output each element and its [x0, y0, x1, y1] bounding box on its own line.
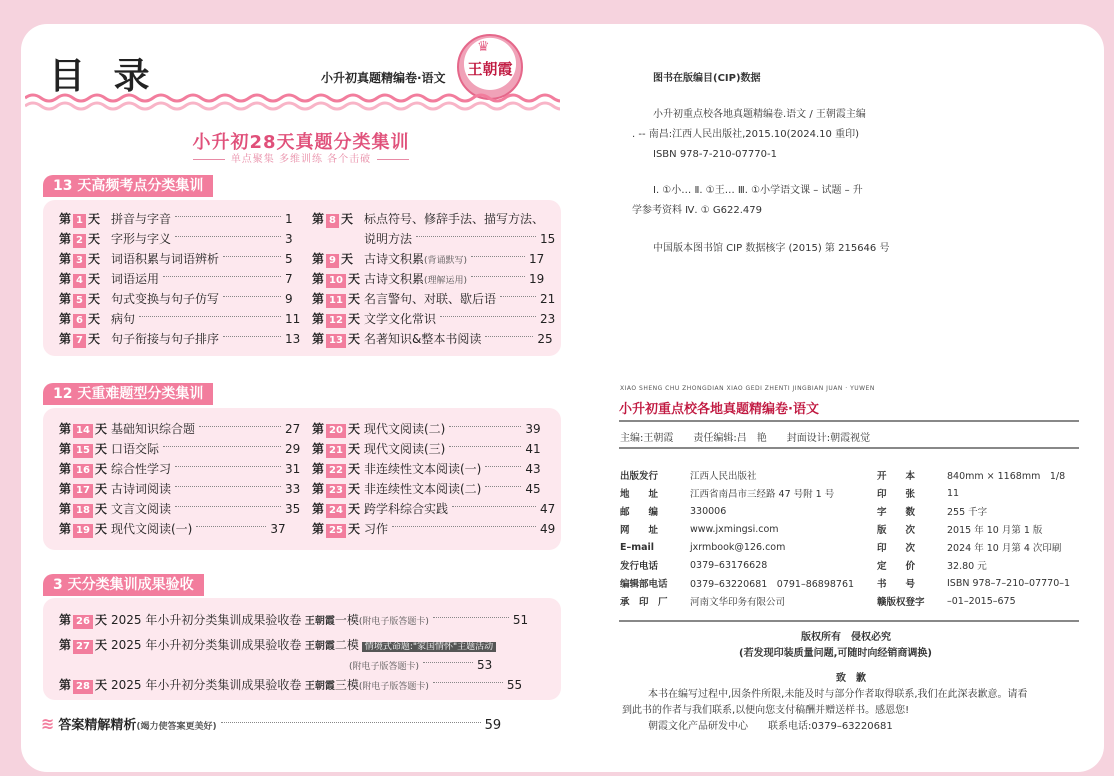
brand-mark: 王朝霞 [301, 641, 335, 652]
thanks-head: 致 歉 [836, 673, 866, 684]
leader-dots [175, 236, 281, 237]
brand-mark: 王朝霞 [301, 616, 335, 627]
editors: 主编:王朝霞 责任编辑:吕 艳 封面设计:朝霞视觉 [620, 433, 871, 444]
pub-value: 0379–63176628 [690, 559, 768, 571]
pub-key: 赣版权登字 [877, 597, 925, 608]
day-number: 2 [73, 234, 86, 248]
leader-dots [175, 466, 281, 467]
crown-icon: ♛ [477, 39, 490, 55]
day-label: 第 23 天 [312, 482, 360, 496]
day-label: 第 15 天 [59, 442, 107, 456]
wave-icon: ≋ [41, 714, 55, 733]
toc-label: 说明方法 [364, 232, 413, 246]
divider [619, 420, 1079, 422]
toc-row[interactable] [59, 519, 286, 539]
page-number: 35 [285, 502, 301, 516]
wave-divider [25, 92, 560, 114]
pub-row [877, 574, 1070, 592]
toc-note: (理解运用) [424, 276, 468, 286]
rights-note: (若发现印装质量问题,可随时向经销商调换) [739, 648, 932, 659]
toc-row[interactable] [59, 459, 300, 479]
toc-label: 文言文阅读 [111, 502, 172, 516]
page-number: 45 [525, 482, 541, 496]
cip-line: ISBN 978-7-210-07770-1 [653, 149, 777, 160]
pub-key: 字 数 [877, 507, 916, 518]
day-number: 8 [326, 214, 339, 228]
logo-text: 王朝霞 [467, 60, 513, 78]
pub-value: 2015 年 10 月第 1 版 [947, 525, 1043, 536]
day-number: 12 [326, 314, 346, 328]
day-number: 7 [73, 334, 86, 348]
page-number: 15 [540, 232, 556, 246]
pub-key: 邮 编 [620, 507, 659, 518]
section-3-title: 3 天分类集训成果验收 [43, 574, 204, 596]
divider [619, 620, 1079, 622]
leader-dots [452, 506, 536, 507]
answer-entry[interactable] [41, 714, 501, 733]
page-number: 37 [270, 522, 286, 536]
day-number: 20 [326, 424, 346, 438]
answer-label: 答案精解精析 [58, 718, 137, 733]
day-number: 14 [73, 424, 93, 438]
page-number: 43 [525, 462, 541, 476]
day-label: 第 17 天 [59, 482, 107, 496]
page-number: 51 [512, 613, 529, 627]
answer-note: (竭力使答案更美好) [136, 722, 217, 732]
toc-row[interactable] [312, 229, 555, 249]
toc-row[interactable] [312, 329, 553, 349]
pub-row [877, 520, 1070, 538]
page-number: 41 [525, 442, 541, 456]
page-title: 目 录 [49, 56, 158, 97]
toc-note: (背诵默写) [424, 256, 468, 266]
day-number: 3 [73, 254, 86, 268]
brand-logo [457, 34, 523, 100]
toc-row[interactable] [59, 229, 293, 249]
pub-row [620, 502, 854, 520]
pub-key: 书 号 [877, 579, 916, 590]
toc-label: 2025 年小升初分类集训成果验收卷 [111, 638, 302, 652]
pub-value: 255 千字 [947, 507, 988, 518]
page-number: 17 [529, 252, 545, 266]
page-number: 7 [285, 272, 293, 286]
day-label: 第 19 天 [59, 522, 107, 536]
toc-label: 现代文阅读(二) [364, 422, 446, 436]
day-number: 4 [73, 274, 86, 288]
mock-label: 二模 [334, 638, 359, 652]
page-number: 5 [285, 252, 293, 266]
pub-value: 河南文华印务有限公司 [690, 597, 786, 608]
cip-line: 学参考资料 Ⅳ. ① G622.479 [632, 205, 763, 216]
leader-dots [199, 426, 281, 427]
pub-key: 版 次 [877, 525, 916, 536]
page-number: 19 [529, 272, 545, 286]
page-number: 13 [285, 332, 301, 346]
toc-row[interactable] [59, 499, 300, 519]
cip-line: 小升初重点校各地真题精编卷.语文 / 王朝霞主编 [653, 109, 866, 120]
day-number: 10 [326, 274, 346, 288]
cip-head: 图书在版编目(CIP)数据 [653, 73, 761, 84]
leader-dots [471, 256, 525, 257]
toc-note: (附电子版答题卡) [349, 662, 420, 672]
toc-label: 标点符号、修辞手法、描写方法、 [364, 212, 545, 226]
leader-dots [471, 276, 525, 277]
pub-value: 江西省南昌市三经路 47 号附 1 号 [690, 489, 835, 500]
pub-row [620, 592, 854, 610]
day-number: 17 [73, 484, 93, 498]
day-label: 第 13 天 [312, 332, 360, 346]
day-number: 11 [326, 294, 346, 308]
leader-dots [223, 256, 281, 257]
pub-row [620, 466, 854, 484]
section-2-title: 12 天重难题型分类集训 [43, 383, 213, 405]
pub-table-left [620, 466, 854, 610]
toc-label: 古诗词阅读 [111, 482, 172, 496]
page-number: 47 [540, 502, 556, 516]
toc-row[interactable] [312, 269, 544, 289]
toc-label: 综合性学习 [111, 462, 172, 476]
page-number: 27 [285, 422, 301, 436]
divider [619, 447, 1079, 449]
pub-row [877, 556, 1070, 574]
pub-row [620, 484, 854, 502]
pub-row [620, 520, 854, 538]
leader-dots [433, 682, 503, 683]
toc-label: 句子衔接与句子排序 [111, 332, 220, 346]
day-number: 23 [326, 484, 346, 498]
day-label: 第 27 天 [59, 638, 107, 652]
day-number: 18 [73, 504, 93, 518]
leader-dots [485, 466, 521, 467]
toc-row[interactable] [59, 439, 300, 459]
pub-value: ISBN 978–7–210–07770–1 [947, 577, 1071, 589]
leader-dots [440, 316, 536, 317]
answer-page: 59 [484, 718, 502, 733]
day-number: 27 [73, 640, 93, 654]
day-number: 15 [73, 444, 93, 458]
spread [21, 24, 1104, 772]
pub-value: 330006 [690, 505, 727, 517]
toc-row[interactable] [312, 459, 541, 479]
series-label: 小升初真题精编卷·语文 [321, 71, 446, 85]
pub-key: E–mail [620, 541, 655, 553]
pub-value: 江西人民出版社 [690, 471, 757, 482]
pub-row [877, 538, 1070, 556]
day-label: 第 18 天 [59, 502, 107, 516]
day-number: 21 [326, 444, 346, 458]
page-number: 55 [506, 678, 523, 692]
toc-label: 名著知识&整本书阅读 [364, 332, 482, 346]
page-number: 25 [537, 332, 553, 346]
pub-value: 32.80 元 [947, 561, 987, 572]
toc-label: 古诗文积累 [364, 272, 425, 286]
cip-line: . -- 南昌:江西人民出版社,2015.10(2024.10 重印) [632, 129, 859, 140]
subline: 单点聚集 多维训练 各个击破 [171, 150, 431, 165]
toc-row[interactable] [312, 439, 541, 459]
day-label: 第 22 天 [312, 462, 360, 476]
day-number: 22 [326, 464, 346, 478]
toc-label: 病句 [111, 312, 136, 326]
pub-value: 840mm × 1168mm 1/8 [947, 471, 1066, 482]
toc-row[interactable] [312, 519, 555, 539]
toc-row[interactable] [59, 309, 300, 329]
day-number: 25 [326, 524, 346, 538]
thanks-line: 本书在编写过程中,因条件所限,未能及时与部分作者取得联系,我们在此深表歉意。请看 [648, 689, 1028, 700]
pub-key: 地 址 [620, 489, 659, 500]
day-number: 9 [326, 254, 339, 268]
mock-label: 三模 [334, 678, 359, 692]
day-label: 第 4 天 [59, 272, 100, 286]
page-number: 39 [525, 422, 541, 436]
day-number: 13 [326, 334, 346, 348]
toc-label: 基础知识综合题 [111, 422, 196, 436]
brand-mark: 王朝霞 [301, 681, 335, 692]
toc-label: 跨学科综合实践 [364, 502, 449, 516]
toc-label: 句式变换与句子仿写 [111, 292, 220, 306]
leader-dots [223, 336, 281, 337]
page-number: 49 [540, 522, 556, 536]
toc-row[interactable] [59, 209, 293, 229]
toc-row[interactable] [59, 675, 522, 695]
pub-row [877, 466, 1070, 484]
toc-label: 词语运用 [111, 272, 160, 286]
leader-dots [449, 426, 521, 427]
day-label: 第 21 天 [312, 442, 360, 456]
toc-row[interactable] [59, 479, 300, 499]
day-number: 19 [73, 524, 93, 538]
day-label: 第 7 天 [59, 332, 100, 346]
page-number: 31 [285, 462, 301, 476]
toc-label: 习作 [364, 522, 389, 536]
headline: 小升初28天真题分类集训 [192, 132, 410, 153]
toc-row[interactable] [312, 499, 555, 519]
rights: 版权所有 侵权必究 [801, 632, 891, 643]
pub-key: 开 本 [877, 471, 916, 482]
day-number: 6 [73, 314, 86, 328]
pub-key: 出版发行 [620, 471, 659, 482]
thanks-line: 到此书的作者与我们联系,以便向您支付稿酬并赠送样书。感恩您! [622, 705, 910, 716]
toc-row[interactable] [312, 309, 555, 329]
toc-row[interactable] [59, 249, 293, 269]
leader-dots [139, 316, 281, 317]
toc-label: 口语交际 [111, 442, 160, 456]
page-number: 1 [285, 212, 293, 226]
toc-row[interactable] [59, 269, 293, 289]
day-label: 第 6 天 [59, 312, 100, 326]
day-label: 第 20 天 [312, 422, 360, 436]
day-label: 第 12 天 [312, 312, 360, 326]
pub-row [877, 502, 1070, 520]
leader-dots [433, 617, 509, 618]
cip-line: Ⅰ. ①小… Ⅱ. ①王… Ⅲ. ①小学语文课 – 试题 – 升 [653, 185, 863, 196]
pub-key: 编辑部电话 [620, 579, 668, 590]
day-label: 第 10 天 [312, 272, 360, 286]
mock-label: 一模 [334, 613, 359, 627]
leader-dots [423, 662, 473, 663]
pub-key: 网 址 [620, 525, 659, 536]
pub-table-right [877, 466, 1070, 610]
toc-row[interactable] [312, 479, 541, 499]
toc-label: 文学文化常识 [364, 312, 437, 326]
pub-key: 印 张 [877, 489, 916, 500]
pinyin-title: XIAO SHENG CHU ZHONGDIAN XIAO GEDI ZHENTI JINGBIAN JUAN · YUWEN [620, 385, 875, 392]
pub-key: 发行电话 [620, 561, 659, 572]
theme-tag: 情境式命题:"家国情怀"主题活动 [362, 642, 496, 652]
leader-dots [175, 506, 281, 507]
toc-label: 拼音与字音 [111, 212, 172, 226]
day-number: 16 [73, 464, 93, 478]
day-number: 28 [73, 680, 93, 694]
day-number: 24 [326, 504, 346, 518]
leader-dots [196, 526, 266, 527]
cip-line: 中国版本图书馆 CIP 数据核字 (2015) 第 215646 号 [653, 243, 890, 254]
leader-dots [485, 336, 533, 337]
day-label: 第 25 天 [312, 522, 360, 536]
pub-row [620, 574, 854, 592]
leader-dots [416, 236, 536, 237]
toc-row[interactable] [312, 249, 544, 269]
pub-value: –01–2015–675 [947, 595, 1016, 607]
day-label: 第 11 天 [312, 292, 360, 306]
book-title: 小升初重点校各地真题精编卷·语文 [619, 402, 819, 417]
day-label: 第 16 天 [59, 462, 107, 476]
pub-value: 2024 年 10 月第 4 次印刷 [947, 543, 1062, 554]
toc-row[interactable] [59, 289, 293, 309]
day-label: 第 24 天 [312, 502, 360, 516]
toc-label: 非连续性文本阅读(一) [364, 462, 482, 476]
toc-row[interactable] [349, 655, 492, 675]
day-label: 第 2 天 [59, 232, 100, 246]
day-label: 第 3 天 [59, 252, 100, 266]
leader-dots [392, 526, 536, 527]
section-1-title: 13 天高频考点分类集训 [43, 175, 213, 197]
pub-value: 11 [947, 487, 960, 499]
leader-dots [485, 486, 521, 487]
pub-value: www.jxmingsi.com [690, 523, 779, 535]
day-label: 第 5 天 [59, 292, 100, 306]
leader-dots [500, 296, 536, 297]
pub-value: jxrmbook@126.com [690, 541, 786, 553]
pub-key: 定 价 [877, 561, 916, 572]
toc-row[interactable] [59, 419, 300, 439]
toc-label: 名言警句、对联、歇后语 [364, 292, 497, 306]
toc-label: 非连续性文本阅读(二) [364, 482, 482, 496]
page-number: 29 [285, 442, 301, 456]
toc-note: (附电子版答题卡) [358, 682, 429, 692]
day-label: 第 14 天 [59, 422, 107, 436]
day-label: 第 28 天 [59, 678, 107, 692]
page-number: 3 [285, 232, 293, 246]
contact: 朝霞文化产品研发中心 联系电话:0379–63220681 [648, 721, 893, 732]
pub-row [877, 592, 1070, 610]
pub-row [620, 538, 854, 556]
pub-row [620, 556, 854, 574]
toc-row[interactable] [59, 635, 496, 655]
page-number: 11 [285, 312, 301, 326]
day-number: 1 [73, 214, 86, 228]
day-label: 第 1 天 [59, 212, 100, 226]
leader-dots [163, 446, 281, 447]
leader-dots [223, 296, 281, 297]
toc-label: 词语积累与词语辨析 [111, 252, 220, 266]
leader-dots [175, 486, 281, 487]
leader-dots [221, 722, 481, 723]
toc-row[interactable] [59, 329, 300, 349]
leader-dots [163, 276, 281, 277]
toc-label: 2025 年小升初分类集训成果验收卷 [111, 678, 302, 692]
day-number: 26 [73, 615, 93, 629]
pub-value: 0379–63220681 0791–86898761 [690, 579, 855, 590]
toc-label: 现代文阅读(一) [111, 522, 193, 536]
day-number: 5 [73, 294, 86, 308]
toc-row[interactable] [312, 289, 555, 309]
day-label: 第 8 天 [312, 212, 353, 226]
page-number: 21 [540, 292, 556, 306]
toc-row[interactable] [312, 209, 544, 229]
page-number: 9 [285, 292, 293, 306]
toc-row[interactable] [312, 419, 541, 439]
pub-key: 印 次 [877, 543, 916, 554]
toc-label: 字形与字义 [111, 232, 172, 246]
day-label: 第 26 天 [59, 613, 107, 627]
pub-row [877, 484, 1070, 502]
toc-label: 现代文阅读(三) [364, 442, 446, 456]
pub-key: 承 印 厂 [620, 597, 668, 608]
page-number: 33 [285, 482, 301, 496]
toc-note: (附电子版答题卡) [358, 617, 429, 627]
page-number: 23 [540, 312, 556, 326]
page-number: 53 [477, 658, 493, 672]
toc-row[interactable] [59, 610, 528, 630]
toc-label: 古诗文积累 [364, 252, 425, 266]
toc-label: 2025 年小升初分类集训成果验收卷 [111, 613, 302, 627]
day-label: 第 9 天 [312, 252, 353, 266]
leader-dots [175, 216, 281, 217]
leader-dots [449, 446, 521, 447]
